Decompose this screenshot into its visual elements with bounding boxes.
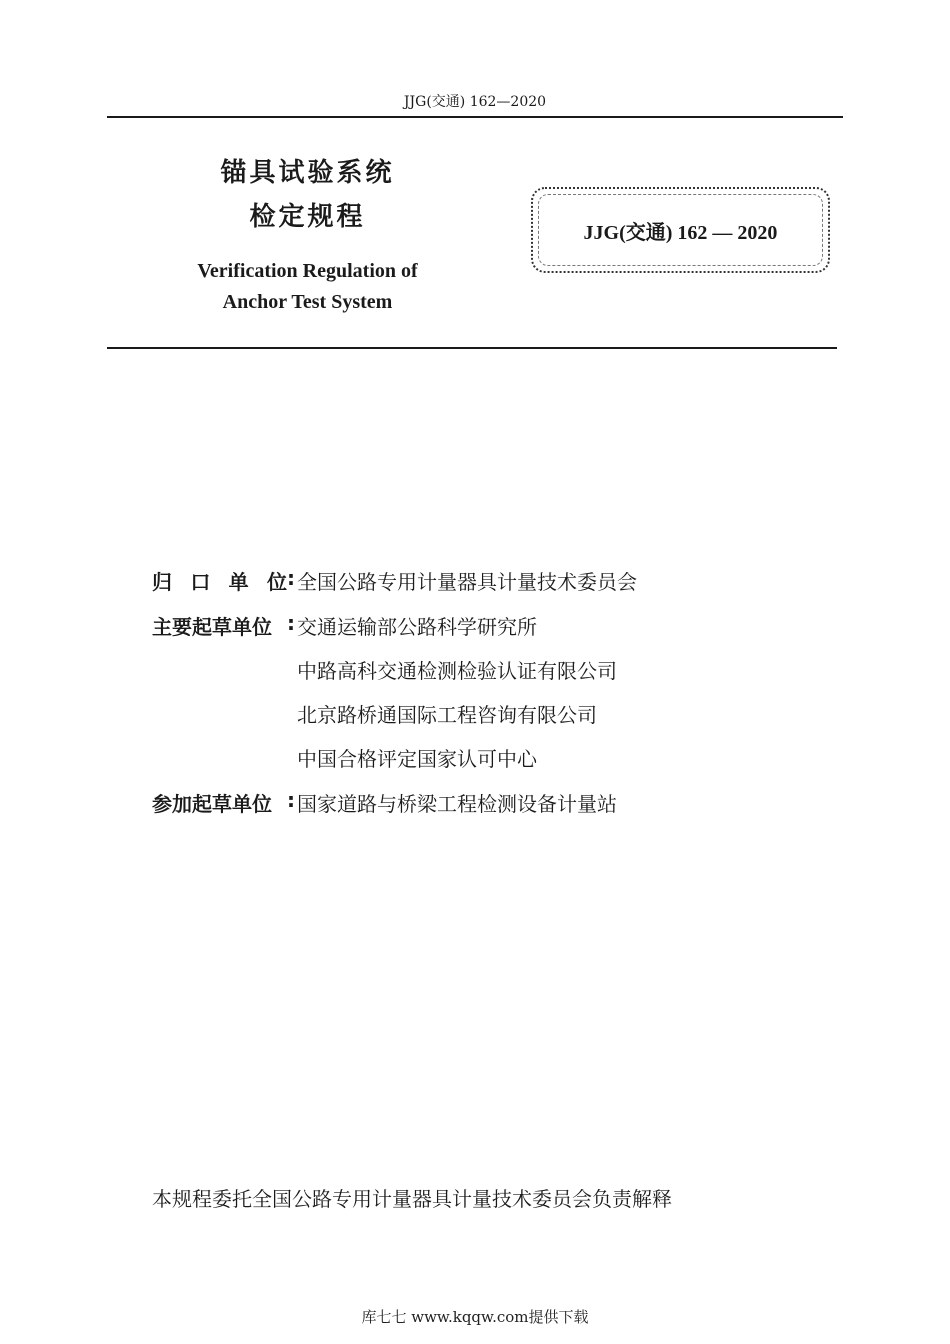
responsible-unit-value: 全国公路专用计量器具计量技术委员会 — [297, 570, 637, 594]
main-drafting-unit-value: 交通运输部公路科学研究所 — [297, 615, 537, 639]
label-char: 位 — [266, 570, 287, 594]
responsible-unit-row — [152, 566, 637, 595]
title-english-line-2: Anchor Test System — [222, 291, 393, 313]
download-watermark: 库七七 www.kqqw.com提供下载 — [361, 1308, 589, 1326]
participating-unit-label: 参加起草单位 — [152, 792, 272, 816]
title-chinese-line-2: 检定规程 — [249, 202, 366, 232]
label-colon: : — [287, 788, 295, 812]
label-colon: : — [287, 611, 295, 635]
main-drafting-unit-value: 中国合格评定国家认可中心 — [297, 747, 537, 771]
interpretation-note: 本规程委托全国公路专用计量器具计量技术委员会负责解释 — [152, 1187, 672, 1211]
main-drafting-unit-value: 中路高科交通检测检验认证有限公司 — [297, 659, 617, 683]
responsible-unit-label — [152, 566, 287, 595]
header-divider — [107, 116, 843, 118]
main-drafting-unit-value: 北京路桥通国际工程咨询有限公司 — [297, 703, 597, 727]
standard-code-box — [531, 187, 830, 273]
label-colon: : — [287, 566, 295, 590]
main-drafting-unit-row — [152, 611, 537, 640]
standard-code-label: JJG(交通) 162 — 2020 — [583, 221, 778, 244]
title-english-line-1: Verification Regulation of — [197, 260, 418, 282]
label-char: 归 — [152, 570, 172, 594]
label-char: 口 — [190, 570, 211, 594]
label-char: 单 — [228, 570, 249, 594]
participating-unit-row — [152, 788, 617, 817]
participating-unit-value: 国家道路与桥梁工程检测设备计量站 — [297, 792, 617, 816]
main-drafting-unit-label: 主要起草单位 — [152, 615, 272, 639]
header-standard-code: JJG(交通) 162—2020 — [403, 94, 547, 110]
title-chinese-line-1: 锚具试验系统 — [220, 158, 395, 188]
section-divider — [107, 347, 837, 349]
